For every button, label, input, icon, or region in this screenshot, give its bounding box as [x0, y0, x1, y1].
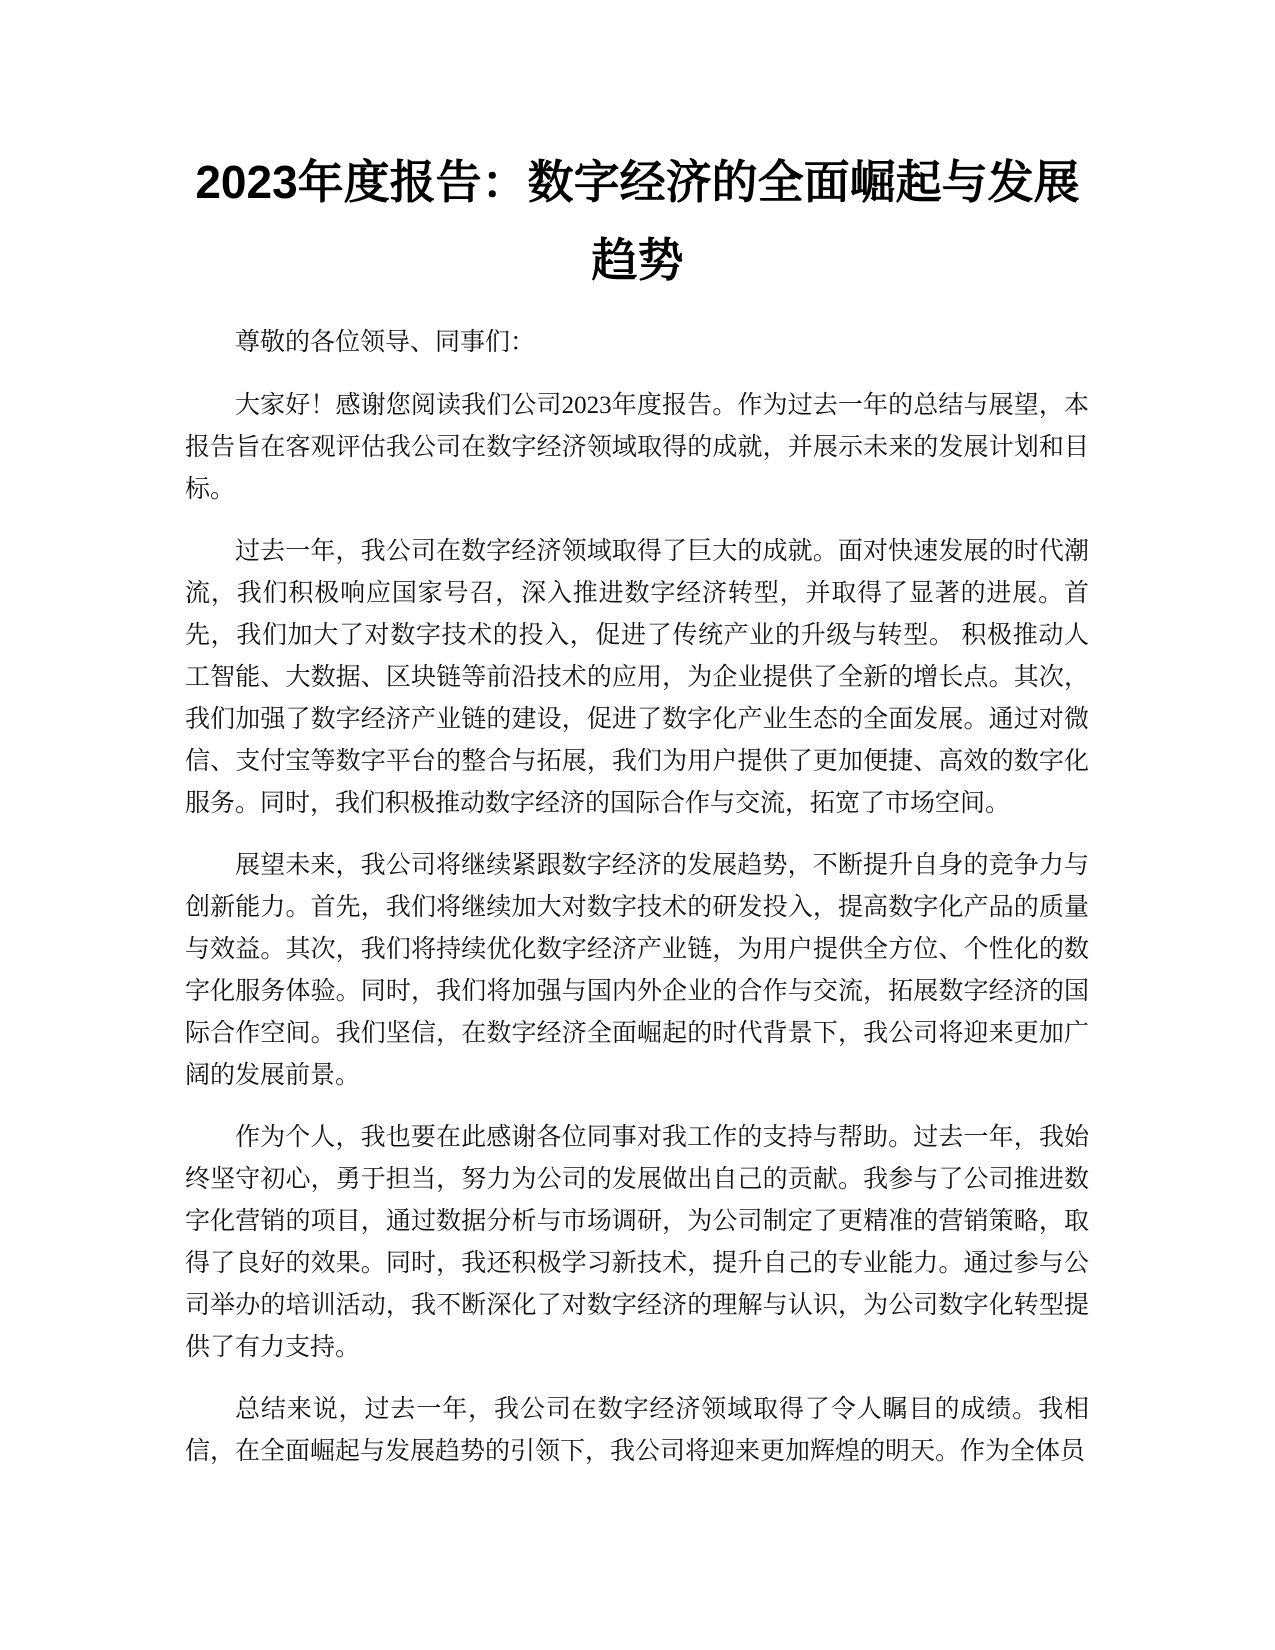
- paragraph-personal: 作为个人，我也要在此感谢各位同事对我工作的支持与帮助。过去一年，我始终坚守初心，勇于担当，努力为公司的发展做出自己的贡献。我参与了公司推进数字化营销的项目，通过数据分析与市场调研，为公司制定了更精准的营销策略，取得了良好的效果。同时，我还积极学习新技术，提升自己的专业能力。通过参与公司举办的培训活动，我不断深化了对数字经济的理解与认识，为公司数字化转型提供了有力支持。: [185, 1124, 1089, 1361]
- salutation: 尊敬的各位领导、同事们：: [235, 329, 536, 356]
- document-body: [185, 322, 1089, 1493]
- document-title: 2023年度报告：数字经济的全面崛起与发展趋势: [195, 156, 1080, 286]
- paragraph-achievements: 过去一年，我公司在数字经济领域取得了巨大的成就。面对快速发展的时代潮流，我们积极响应国家号召，深入推进数字经济转型，并取得了显著的进展。首先，我们加大了对数字技术的投入，促进了传统产业的升级与转型。 积极推动人工智能、大数据、区块链等前沿技术的应用，为企业提供了全新的增长点。其次，我们加强了数字经济产业链的建设，促进了数字化产业生态的全面发展。通过对微信、支付宝等数字平台的整合与拓展，我们为用户提供了更加便捷、高效的数字化服务。同时，我们积极推动数字经济的国际合作与交流，拓宽了市场空间。: [185, 538, 1089, 817]
- paragraph-summary: 总结来说，过去一年，我公司在数字经济领域取得了令人瞩目的成绩。我相信，在全面崛起与发展趋势的引领下，我公司将迎来更加辉煌的明天。作为全体员: [185, 1396, 1089, 1465]
- paragraph-outlook: 展望未来，我公司将继续紧跟数字经济的发展趋势，不断提升自身的竞争力与创新能力。首先，我们将继续加大对数字技术的研发投入，提高数字化产品的质量与效益。其次，我们将持续优化数字经济产业链，为用户提供全方位、个性化的数字化服务体验。同时，我们将加强与国内外企业的合作与交流，拓展数字经济的国际合作空间。我们坚信，在数字经济全面崛起的时代背景下，我公司将迎来更加广阔的发展前景。: [185, 852, 1089, 1089]
- paragraph-intro: 大家好！感谢您阅读我们公司2023年度报告。作为过去一年的总结与展望，本报告旨在客观评估我公司在数字经济领域取得的成就，并展示未来的发展计划和目标。: [185, 392, 1089, 503]
